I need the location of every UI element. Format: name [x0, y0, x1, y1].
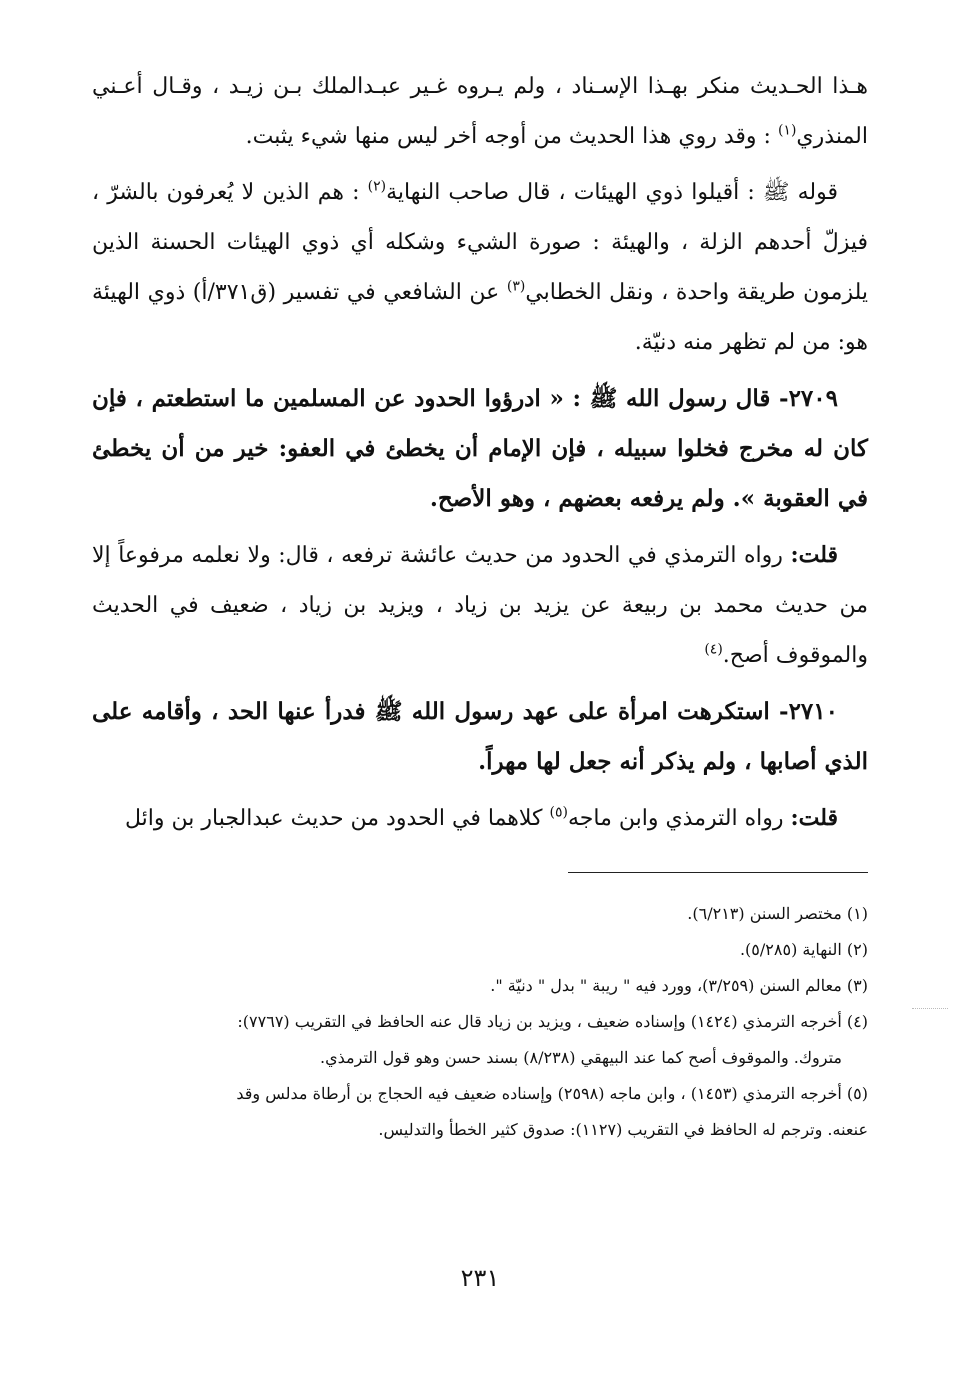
footnote-4-continued: متروك. والموقوف أصح كما عند البيهقي (٨/٢٣٨) بسند حسن وهو قول الترمذي.: [320, 1048, 842, 1067]
commentary-part-a: قوله ﷺ : أقيلوا ذوي الهيئات ، قال صاحب النهاية: [386, 180, 839, 205]
main-text: [92, 62, 868, 850]
note-label: قلت:: [790, 805, 838, 831]
scan-artifact: [912, 1008, 948, 1009]
footnotes: [92, 896, 868, 1148]
note-2710: [92, 793, 868, 844]
footnote-ref-1: (١): [777, 122, 797, 139]
footnote-ref-4: (٤): [704, 641, 723, 658]
footnote-5-continued: عنعنه. وترجم له الحافظ في التقريب (١١٢٧): صدوق كثير الخطأ والتدليس.: [378, 1120, 868, 1139]
commentary-part-c: عن الشافعي في تفسير (ق٣٧١/أ) ذوي الهيئة هو: من لم تظهر منه دنيّة.: [92, 280, 868, 355]
commentary-part-b: : هم الذين لا يُعرفون بالشرّ ، فيزلّ أحدهم الزلة ، والهيئة : صورة الشيء وشكله أي ذوي الهيئات الحسنة الذين يلزمون طريقة واحدة ، ونقل الخطابي: [92, 180, 869, 305]
hadith-2709: [92, 374, 868, 524]
paragraph-intro-text: هـذا الحـديث منكر بهـذا الإسـناد ، ولم يـروه غـير عبـدالملك بـن زيـد ، وقـال أعـني المنذري: [92, 74, 868, 149]
note-2710-part-a: رواه الترمذي وابن ماجه: [567, 806, 791, 831]
note-2709-text: رواه الترمذي في الحدود من حديث عائشة ترفعه ، قال: ولا نعلمه مرفوعاً إلا من حديث محمد بن ربيعة عن يزيد بن زياد ، ويزيد بن زياد ، ضعيف في الحديث والموقوف أصح.: [92, 543, 868, 668]
paragraph-intro-rest: : وقد روي هذا الحديث من أوجه أخر ليس منها شيء يثبت.: [245, 124, 778, 149]
footnote-divider: [568, 872, 868, 873]
footnote-4: (٤) أخرجه الترمذي (١٤٢٤) وإسناده ضعيف ، ويزيد بن زياد قال عنه الحافظ في التقريب (٧٧٦٧):: [237, 1012, 868, 1031]
footnote-5: (٥) أخرجه الترمذي (١٤٥٣) ، وابن ماجه (٢٥٩٨) وإسناده ضعيف فيه الحجاج بن أرطاة مدلس وقد: [236, 1084, 868, 1103]
note-label: قلت:: [790, 542, 838, 568]
hadith-2709-text: ٢٧٠٩- قال رسول الله ﷺ : « ادرؤوا الحدود عن المسلمين ما استطعتم ، فإن كان له مخرج فخلوا سبيله ، فإن الإمام أن يخطئ في العفو: خير من أن يخطئ في العقوبة ». ولم يرفعه بعضهم ، وهو الأصح.: [92, 385, 868, 512]
page-number: ٢٣١: [460, 1264, 500, 1292]
hadith-2710-text: ٢٧١٠- استكرهت امرأة على عهد رسول الله ﷺ فدرأ عنها الحد ، وأقامه على الذي أصابها ، ولم يذكر أنه جعل لها مهراً.: [92, 698, 868, 775]
paragraph-commentary: [92, 168, 868, 368]
note-2710-part-b: كلاهما في الحدود من حديث عبدالجبار بن وائل: [125, 806, 550, 831]
footnote-3: (٣) معالم السنن (٣/٢٥٩)، وورد فيه " ريبة " بدل " دنيّة ".: [490, 976, 868, 995]
footnote-1: (١) مختصر السنن (٦/٢١٣).: [687, 904, 868, 923]
footnote-ref-3: (٣): [506, 278, 526, 295]
footnote-ref-5: (٥): [549, 804, 568, 821]
hadith-2710: [92, 687, 868, 787]
note-2709: [92, 530, 868, 681]
footnote-2: (٢) النهاية (٥/٢٨٥).: [739, 940, 868, 959]
footnote-ref-2: (٢): [367, 178, 387, 195]
paragraph-intro: [92, 62, 868, 162]
